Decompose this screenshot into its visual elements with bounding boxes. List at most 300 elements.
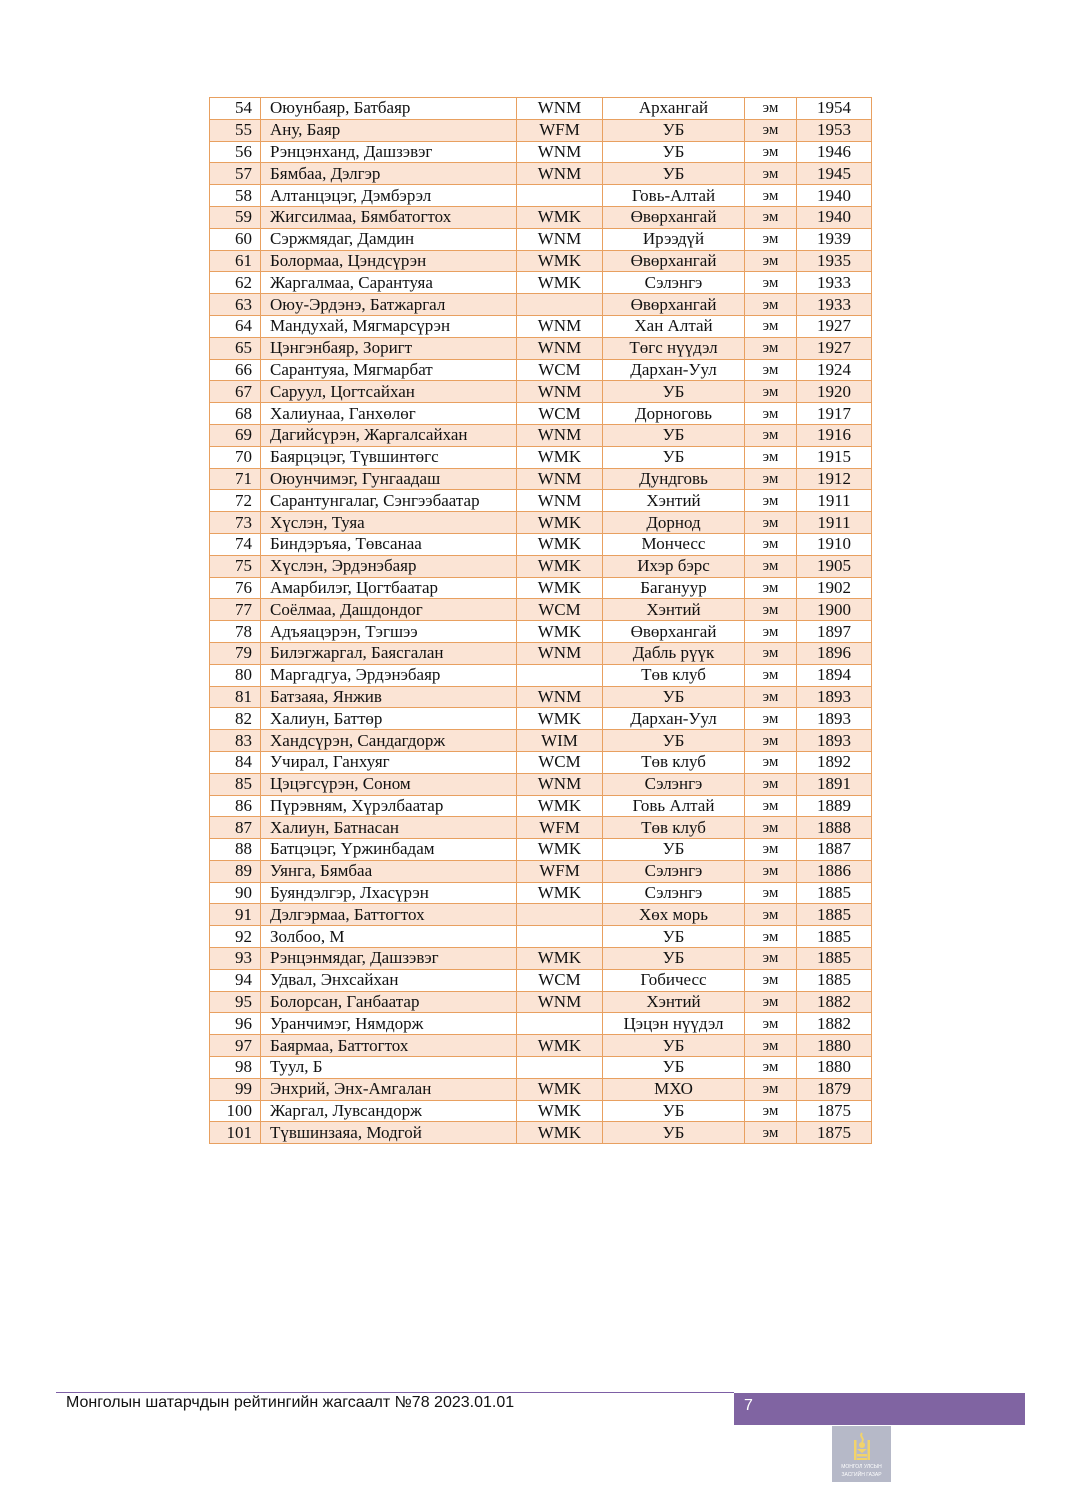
sex-cell: эм [745,664,797,686]
sex-cell: эм [745,185,797,207]
title-cell: WNM [517,337,603,359]
rating-cell: 1885 [797,882,872,904]
club-cell: Төв клуб [603,664,745,686]
rating-cell: 1897 [797,621,872,643]
player-name-cell: Оюу-Эрдэнэ, Батжаргал [261,294,517,316]
table-row [210,730,872,752]
table-row [210,381,872,403]
rank-cell: 80 [210,664,261,686]
table-row [210,664,872,686]
player-name-cell: Жаргалмаа, Сарантуяа [261,272,517,294]
rating-cell: 1892 [797,751,872,773]
club-cell: Дархан-Уул [603,359,745,381]
rating-cell: 1893 [797,730,872,752]
rating-cell: 1875 [797,1122,872,1144]
rating-cell: 1896 [797,642,872,664]
rank-cell: 95 [210,991,261,1013]
title-cell [517,185,603,207]
rating-cell: 1911 [797,512,872,534]
club-cell: Өвөрхангай [603,206,745,228]
club-cell: Сэлэнгэ [603,882,745,904]
player-name-cell: Сэржмядаг, Дамдин [261,228,517,250]
player-name-cell: Цэнгэнбаяр, Зоригт [261,337,517,359]
club-cell: Өвөрхангай [603,294,745,316]
club-cell: УБ [603,1100,745,1122]
club-cell: Хэнтий [603,991,745,1013]
table-row [210,882,872,904]
table-row [210,206,872,228]
sex-cell: эм [745,468,797,490]
sex-cell: эм [745,948,797,970]
rating-cell: 1893 [797,708,872,730]
sex-cell: эм [745,119,797,141]
title-cell: WCM [517,751,603,773]
sex-cell: эм [745,969,797,991]
sex-cell: эм [745,1057,797,1079]
footer-divider [56,1392,734,1393]
title-cell: WMK [517,621,603,643]
rating-cell: 1888 [797,817,872,839]
club-cell: УБ [603,839,745,861]
sex-cell: эм [745,1013,797,1035]
sex-cell: эм [745,206,797,228]
player-name-cell: Оюунбаяр, Батбаяр [261,98,517,120]
rank-cell: 74 [210,533,261,555]
title-cell: WNM [517,315,603,337]
player-name-cell: Буяндэлгэр, Лхасүрэн [261,882,517,904]
sex-cell: эм [745,577,797,599]
club-cell: УБ [603,1057,745,1079]
rating-cell: 1920 [797,381,872,403]
rating-cell: 1885 [797,926,872,948]
table-row [210,185,872,207]
table-row [210,468,872,490]
government-logo [832,1426,891,1482]
club-cell: Гобичесс [603,969,745,991]
rank-cell: 85 [210,773,261,795]
rank-cell: 83 [210,730,261,752]
sex-cell: эм [745,751,797,773]
rating-cell: 1885 [797,969,872,991]
sex-cell: эм [745,904,797,926]
title-cell: WNM [517,381,603,403]
player-name-cell: Туул, Б [261,1057,517,1079]
title-cell: WFM [517,817,603,839]
sex-cell: эм [745,337,797,359]
table-row [210,1057,872,1079]
table-row [210,860,872,882]
table-row [210,1100,872,1122]
sex-cell: эм [745,795,797,817]
player-name-cell: Адъяацэрэн, Тэгшээ [261,621,517,643]
sex-cell: эм [745,228,797,250]
rating-cell: 1900 [797,599,872,621]
player-name-cell: Болормаа, Цэндсүрэн [261,250,517,272]
table-row [210,839,872,861]
table-row [210,817,872,839]
table-row [210,948,872,970]
player-name-cell: Маргадгуа, Эрдэнэбаяр [261,664,517,686]
sex-cell: эм [745,424,797,446]
club-cell: Цэцэн нүүдэл [603,1013,745,1035]
rank-cell: 76 [210,577,261,599]
rank-cell: 61 [210,250,261,272]
club-cell: Дорнод [603,512,745,534]
player-name-cell: Халиунаа, Ганхөлөг [261,403,517,425]
rank-cell: 93 [210,948,261,970]
rating-cell: 1940 [797,206,872,228]
player-name-cell: Оюунчимэг, Гунгаадаш [261,468,517,490]
club-cell: Дорноговь [603,403,745,425]
club-cell: УБ [603,424,745,446]
player-name-cell: Мандухай, Мягмарсүрэн [261,315,517,337]
club-cell: УБ [603,1122,745,1144]
table-row [210,98,872,120]
player-name-cell: Соёлмаа, Дашдондог [261,599,517,621]
sex-cell: эм [745,163,797,185]
rank-cell: 66 [210,359,261,381]
player-name-cell: Баярмаа, Баттогтох [261,1035,517,1057]
rank-cell: 89 [210,860,261,882]
title-cell: WMK [517,555,603,577]
player-name-cell: Амарбилэг, Цогтбаатар [261,577,517,599]
page-number-badge [734,1393,1025,1425]
rank-cell: 75 [210,555,261,577]
player-name-cell: Золбоо, М [261,926,517,948]
table-row [210,446,872,468]
table-row [210,533,872,555]
sex-cell: эм [745,98,797,120]
title-cell: WNM [517,98,603,120]
title-cell [517,926,603,948]
page-number: 7 [744,1397,753,1414]
rank-cell: 58 [210,185,261,207]
player-name-cell: Хүслэн, Туяа [261,512,517,534]
title-cell: WMK [517,250,603,272]
rating-cell: 1927 [797,315,872,337]
title-cell [517,1013,603,1035]
club-cell: Ихэр бэрс [603,555,745,577]
rating-cell: 1933 [797,294,872,316]
rating-cell: 1875 [797,1100,872,1122]
club-cell: УБ [603,446,745,468]
club-cell: Дундговь [603,468,745,490]
table-row [210,751,872,773]
sex-cell: эм [745,512,797,534]
table-row [210,904,872,926]
title-cell: WCM [517,969,603,991]
rating-cell: 1935 [797,250,872,272]
sex-cell: эм [745,381,797,403]
rating-cell: 1933 [797,272,872,294]
sex-cell: эм [745,1122,797,1144]
player-name-cell: Бямбаа, Дэлгэр [261,163,517,185]
rank-cell: 90 [210,882,261,904]
rank-cell: 62 [210,272,261,294]
rank-cell: 78 [210,621,261,643]
player-name-cell: Дагийсүрэн, Жаргалсайхан [261,424,517,446]
club-cell: Мончесс [603,533,745,555]
player-name-cell: Уранчимэг, Нямдорж [261,1013,517,1035]
rating-cell: 1894 [797,664,872,686]
rating-cell: 1915 [797,446,872,468]
rating-cell: 1886 [797,860,872,882]
table-row [210,141,872,163]
title-cell: WCM [517,599,603,621]
sex-cell: эм [745,1078,797,1100]
title-cell: WNM [517,991,603,1013]
sex-cell: эм [745,599,797,621]
sex-cell: эм [745,1035,797,1057]
club-cell: Багануур [603,577,745,599]
player-name-cell: Жаргал, Лувсандорж [261,1100,517,1122]
title-cell: WNM [517,773,603,795]
rank-cell: 87 [210,817,261,839]
table-row [210,708,872,730]
club-cell: Сэлэнгэ [603,773,745,795]
sex-cell: эм [745,490,797,512]
club-cell: Хан Алтай [603,315,745,337]
table-row [210,512,872,534]
club-cell: Дабль рүүк [603,642,745,664]
player-name-cell: Баярцэцэг, Түвшинтөгс [261,446,517,468]
rating-cell: 1882 [797,1013,872,1035]
player-name-cell: Удвал, Энхсайхан [261,969,517,991]
sex-cell: эм [745,773,797,795]
rating-cell: 1953 [797,119,872,141]
rating-cell: 1940 [797,185,872,207]
rating-cell: 1887 [797,839,872,861]
rating-cell: 1880 [797,1035,872,1057]
title-cell: WMK [517,272,603,294]
table-row [210,424,872,446]
player-name-cell: Батцэцэг, Үржинбадам [261,839,517,861]
club-cell: Төв клуб [603,817,745,839]
rating-table [209,97,872,1144]
table-row [210,1122,872,1144]
sex-cell: эм [745,860,797,882]
rank-cell: 57 [210,163,261,185]
rating-cell: 1946 [797,141,872,163]
player-name-cell: Хандсүрэн, Сандагдорж [261,730,517,752]
rating-cell: 1885 [797,904,872,926]
table-row [210,359,872,381]
rank-cell: 67 [210,381,261,403]
table-row [210,337,872,359]
player-name-cell: Саруул, Цогтсайхан [261,381,517,403]
rating-cell: 1911 [797,490,872,512]
player-name-cell: Болорсан, Ганбаатар [261,991,517,1013]
rank-cell: 101 [210,1122,261,1144]
title-cell [517,904,603,926]
rank-cell: 79 [210,642,261,664]
title-cell [517,664,603,686]
title-cell: WFM [517,860,603,882]
rank-cell: 71 [210,468,261,490]
sex-cell: эм [745,991,797,1013]
rank-cell: 100 [210,1100,261,1122]
table-row [210,991,872,1013]
sex-cell: эм [745,294,797,316]
rating-cell: 1880 [797,1057,872,1079]
club-cell: Дархан-Уул [603,708,745,730]
club-cell: УБ [603,686,745,708]
rank-cell: 70 [210,446,261,468]
soyombo-emblem-icon [851,1432,873,1462]
sex-cell: эм [745,141,797,163]
player-name-cell: Дэлгэрмаа, Баттогтох [261,904,517,926]
sex-cell: эм [745,621,797,643]
title-cell: WMK [517,839,603,861]
rating-cell: 1910 [797,533,872,555]
table-row [210,294,872,316]
title-cell: WMK [517,882,603,904]
player-name-cell: Рэнцэнмядаг, Дашзэвэг [261,948,517,970]
table-row [210,163,872,185]
club-cell: Төгс нүүдэл [603,337,745,359]
title-cell: WMK [517,948,603,970]
title-cell [517,294,603,316]
title-cell: WMK [517,795,603,817]
sex-cell: эм [745,730,797,752]
player-name-cell: Учирал, Ганхуяг [261,751,517,773]
club-cell: Сэлэнгэ [603,272,745,294]
player-name-cell: Хүслэн, Эрдэнэбаяр [261,555,517,577]
club-cell: УБ [603,926,745,948]
club-cell: Өвөрхангай [603,621,745,643]
title-cell: WNM [517,163,603,185]
title-cell: WMK [517,708,603,730]
logo-text-line-2: ЗАСГИЙН ГАЗАР [841,1472,882,1478]
club-cell: УБ [603,119,745,141]
sex-cell: эм [745,1100,797,1122]
rank-cell: 96 [210,1013,261,1035]
table-row [210,1035,872,1057]
title-cell: WMK [517,1035,603,1057]
table-row [210,577,872,599]
title-cell: WNM [517,141,603,163]
rank-cell: 82 [210,708,261,730]
club-cell: Хөх морь [603,904,745,926]
rating-cell: 1885 [797,948,872,970]
rank-cell: 92 [210,926,261,948]
title-cell: WIM [517,730,603,752]
rank-cell: 94 [210,969,261,991]
table-row [210,1078,872,1100]
sex-cell: эм [745,926,797,948]
sex-cell: эм [745,446,797,468]
sex-cell: эм [745,533,797,555]
sex-cell: эм [745,403,797,425]
player-name-cell: Билэгжаргал, Баясгалан [261,642,517,664]
sex-cell: эм [745,839,797,861]
sex-cell: эм [745,359,797,381]
table-row [210,599,872,621]
rank-cell: 72 [210,490,261,512]
rank-cell: 54 [210,98,261,120]
table-row [210,621,872,643]
club-cell: Төв клуб [603,751,745,773]
logo-text-line-1: МОНГОЛ УЛСЫН [841,1464,882,1470]
rank-cell: 65 [210,337,261,359]
table-row [210,926,872,948]
table-row [210,119,872,141]
title-cell: WNM [517,686,603,708]
player-name-cell: Халиун, Баттөр [261,708,517,730]
rank-cell: 69 [210,424,261,446]
table-row [210,686,872,708]
title-cell: WMK [517,533,603,555]
club-cell: УБ [603,381,745,403]
rank-cell: 73 [210,512,261,534]
title-cell: WMK [517,1078,603,1100]
rank-cell: 68 [210,403,261,425]
player-name-cell: Биндэръяа, Төвсанаа [261,533,517,555]
rank-cell: 77 [210,599,261,621]
table-row [210,250,872,272]
title-cell: WMK [517,446,603,468]
player-name-cell: Рэнцэнханд, Дашзэвэг [261,141,517,163]
rank-cell: 91 [210,904,261,926]
rating-cell: 1917 [797,403,872,425]
rank-cell: 99 [210,1078,261,1100]
sex-cell: эм [745,250,797,272]
sex-cell: эм [745,817,797,839]
table-row [210,272,872,294]
title-cell: WNM [517,228,603,250]
table-row [210,403,872,425]
table-row [210,969,872,991]
club-cell: УБ [603,948,745,970]
footer-title: Монголын шатарчдын рейтингийн жагсаалт №78 2023.01.01 [66,1394,515,1411]
rating-cell: 1939 [797,228,872,250]
table-row [210,228,872,250]
rating-cell: 1882 [797,991,872,1013]
sex-cell: эм [745,882,797,904]
club-cell: УБ [603,730,745,752]
rank-cell: 88 [210,839,261,861]
club-cell: Говь-Алтай [603,185,745,207]
sex-cell: эм [745,315,797,337]
player-name-cell: Сарантунгалаг, Сэнгээбаатар [261,490,517,512]
rating-cell: 1945 [797,163,872,185]
rank-cell: 84 [210,751,261,773]
table-row [210,1013,872,1035]
player-name-cell: Сарантуяа, Мягмарбат [261,359,517,381]
player-name-cell: Энхрий, Энх-Амгалан [261,1078,517,1100]
rank-cell: 63 [210,294,261,316]
club-cell: Өвөрхангай [603,250,745,272]
rank-cell: 97 [210,1035,261,1057]
table-row [210,795,872,817]
player-name-cell: Уянга, Бямбаа [261,860,517,882]
table-row [210,642,872,664]
player-name-cell: Халиун, Батнасан [261,817,517,839]
rating-cell: 1902 [797,577,872,599]
title-cell: WNM [517,468,603,490]
title-cell: WFM [517,119,603,141]
title-cell: WMK [517,1100,603,1122]
sex-cell: эм [745,272,797,294]
rating-cell: 1927 [797,337,872,359]
rating-cell: 1954 [797,98,872,120]
rank-cell: 86 [210,795,261,817]
club-cell: МХО [603,1078,745,1100]
title-cell: WMK [517,1122,603,1144]
rating-cell: 1905 [797,555,872,577]
club-cell: Сэлэнгэ [603,860,745,882]
rank-cell: 56 [210,141,261,163]
